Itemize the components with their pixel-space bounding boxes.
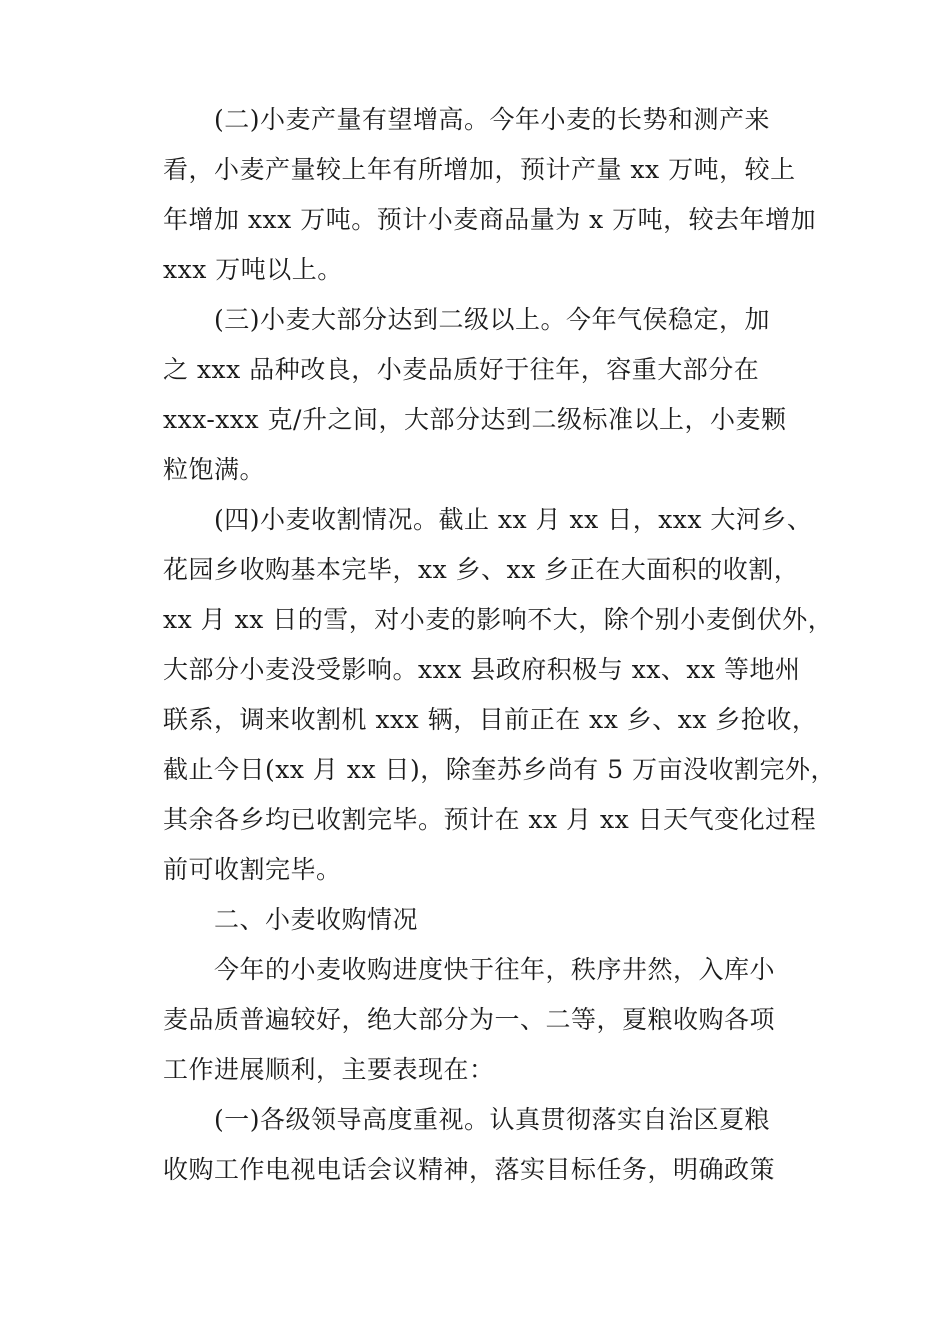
text-line: 年增加 xxx 万吨。预计小麦商品量为 x 万吨，较去年增加 bbox=[163, 205, 817, 234]
section-heading: 二、小麦收购情况 bbox=[214, 905, 419, 934]
text-line: 之 xxx 品种改良，小麦品质好于往年，容重大部分在 bbox=[163, 355, 760, 384]
text-line: (二)小麦产量有望增高。今年小麦的长势和测产来 bbox=[214, 105, 771, 134]
text-line: 工作进展顺利，主要表现在： bbox=[163, 1055, 495, 1084]
text-line: 收购工作电视电话会议精神，落实目标任务，明确政策 bbox=[163, 1155, 776, 1184]
document-body bbox=[163, 95, 837, 1195]
text-line: 花园乡收购基本完毕，xx 乡、xx 乡正在大面积的收割， bbox=[163, 555, 800, 584]
text-line: xx 月 xx 日的雪，对小麦的影响不大，除个别小麦倒伏外， bbox=[163, 605, 834, 634]
text-line: 今年的小麦收购进度快于往年，秩序井然，入库小 bbox=[214, 955, 776, 984]
text-line: 看，小麦产量较上年有所增加，预计产量 xx 万吨，较上 bbox=[163, 155, 796, 184]
text-line: (一)各级领导高度重视。认真贯彻落实自治区夏粮 bbox=[214, 1105, 771, 1134]
text-line: (四)小麦收割情况。截止 xx 月 xx 日，xxx 大河乡、 bbox=[214, 505, 813, 534]
text-line: 前可收割完毕。 bbox=[163, 855, 342, 884]
text-line: (三)小麦大部分达到二级以上。今年气侯稳定，加 bbox=[214, 305, 771, 334]
text-line: xxx 万吨以上。 bbox=[163, 255, 343, 284]
text-line: 粒饱满。 bbox=[163, 455, 266, 484]
text-line: 其余各乡均已收割完毕。预计在 xx 月 xx 日天气变化过程 bbox=[163, 805, 817, 834]
text-line: 大部分小麦没受影响。xxx 县政府积极与 xx、xx 等地州 bbox=[163, 655, 801, 684]
text-line: 截止今日(xx 月 xx 日)，除奎苏乡尚有 5 万亩没收割完外， bbox=[163, 755, 837, 784]
text-line: 麦品质普遍较好，绝大部分为一、二等，夏粮收购各项 bbox=[163, 1005, 776, 1034]
text-line: xxx-xxx 克/升之间，大部分达到二级标准以上，小麦颗 bbox=[163, 405, 787, 434]
text-line: 联系，调来收割机 xxx 辆，目前正在 xx 乡、xx 乡抢收， bbox=[163, 705, 818, 734]
